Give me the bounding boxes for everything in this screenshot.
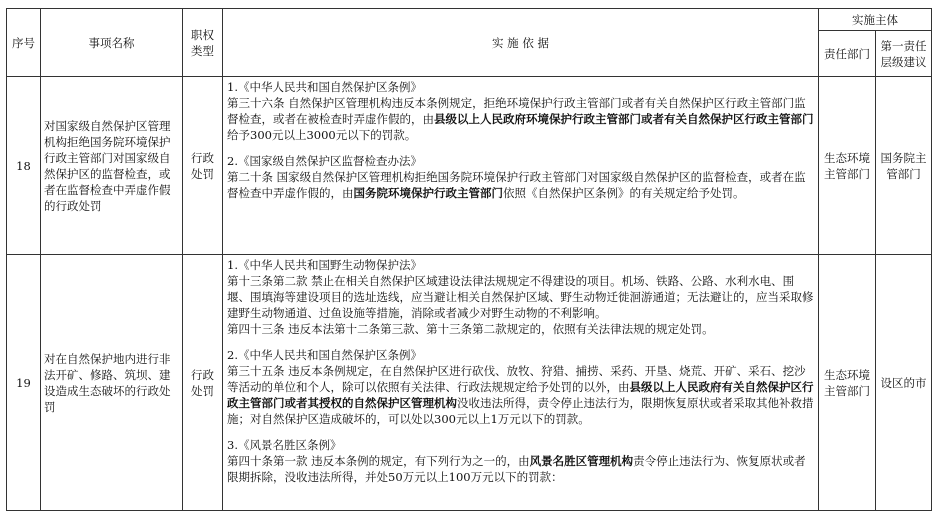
basis-title: 1.《中华人民共和国自然保护区条例》 [227, 80, 422, 94]
row-level: 设区的市 [876, 255, 932, 511]
row-seq: 19 [7, 255, 41, 511]
basis-clause: 第十三条第二款 禁止在相关自然保护区域建设法律法规规定不得建设的项目。机场、铁路、公路、水利水电、围堰、围填海等建设项目的选址选线，应当避让相关自然保护区域、野生动物迁徙洄游通道；无法避让的，应当采取修建野生动物通道、过鱼设施等措施，消除或者减少对野生动物的不利影响。 [227, 274, 814, 320]
header-level: 第一责任 层级建议 [876, 31, 932, 77]
row-item-name: 对国家级自然保护区管理机构拒绝国务院环境保护行政主管部门对国家级自然保护区的监督检查，或者在监督检查中弄虚作假的行政处罚 [41, 77, 183, 255]
basis-title: 3.《风景名胜区条例》 [227, 438, 342, 452]
row-item-name: 对在自然保护地内进行非法开矿、修路、筑坝、建设造成生态破坏的行政处罚 [41, 255, 183, 511]
header-basis: 实 施 依 据 [223, 9, 819, 77]
row-basis [223, 77, 819, 255]
basis-clause: 第四十三条 违反本法第十二条第三款、第十三条第二款规定的，依照有关法律法规的规定处罚。 [227, 322, 714, 336]
header-power-type: 职权 类型 [183, 9, 223, 77]
header-seq: 序号 [7, 9, 41, 77]
row-dept: 生态环境主管部门 [819, 77, 876, 255]
row-power-type: 行政处罚 [183, 255, 223, 511]
row-level: 国务院主管部门 [876, 77, 932, 255]
basis-clause: 第三十五条 违反本条例规定，在自然保护区进行砍伐、放牧、狩猎、捕捞、采药、开垦、烧荒、开矿、采石、挖沙等活动的单位和个人，除可以依照有关法律、行政法规规定给予处罚的以外，由县级以上人民政府有关自然保护区行政主管部门或者其授权的自然保护区管理机构没收违法所得，责令停止违法行为，限期恢复原状或者采取其他补救措施；对自然保护区造成破坏的，可以处以300元以上1万元以下的罚款。 [227, 364, 814, 426]
basis-clause: 第四十条第一款 违反本条例的规定，有下列行为之一的，由风景名胜区管理机构责令停止违法行为、恢复原状或者限期拆除，没收违法所得，并处50万元以上100万元以下的罚款： [227, 454, 806, 484]
header-row-1 [7, 9, 932, 31]
row-basis [223, 255, 819, 511]
header-item-name: 事项名称 [41, 9, 183, 77]
basis-clause: 第二十条 国家级自然保护区管理机构拒绝国务院环境保护行政主管部门对国家级自然保护区的监督检查，或者在监督检查中弄虚作假的，由国务院环境保护行政主管部门依照《自然保护区条例》的有关规定给予处罚。 [227, 170, 806, 200]
basis-title: 1.《中华人民共和国野生动物保护法》 [227, 258, 422, 272]
table-row [7, 255, 932, 511]
basis-title: 2.《中华人民共和国自然保护区条例》 [227, 348, 422, 362]
basis-clause: 第三十六条 自然保护区管理机构违反本条例规定，拒绝环境保护行政主管部门或者有关自然保护区行政主管部门监督检查，或者在被检查时弄虚作假的，由县级以上人民政府环境保护行政主管部门或者有关自然保护区行政主管部门给予300元以上3000元以下的罚款。 [227, 96, 814, 142]
row-dept: 生态环境主管部门 [819, 255, 876, 511]
document-page [6, 8, 931, 511]
header-subject: 实施主体 [819, 9, 932, 31]
row-power-type: 行政处罚 [183, 77, 223, 255]
table-row [7, 77, 932, 255]
basis-title: 2.《国家级自然保护区监督检查办法》 [227, 154, 422, 168]
row-seq: 18 [7, 77, 41, 255]
administrative-penalty-table [6, 8, 932, 511]
header-dept: 责任部门 [819, 31, 876, 77]
